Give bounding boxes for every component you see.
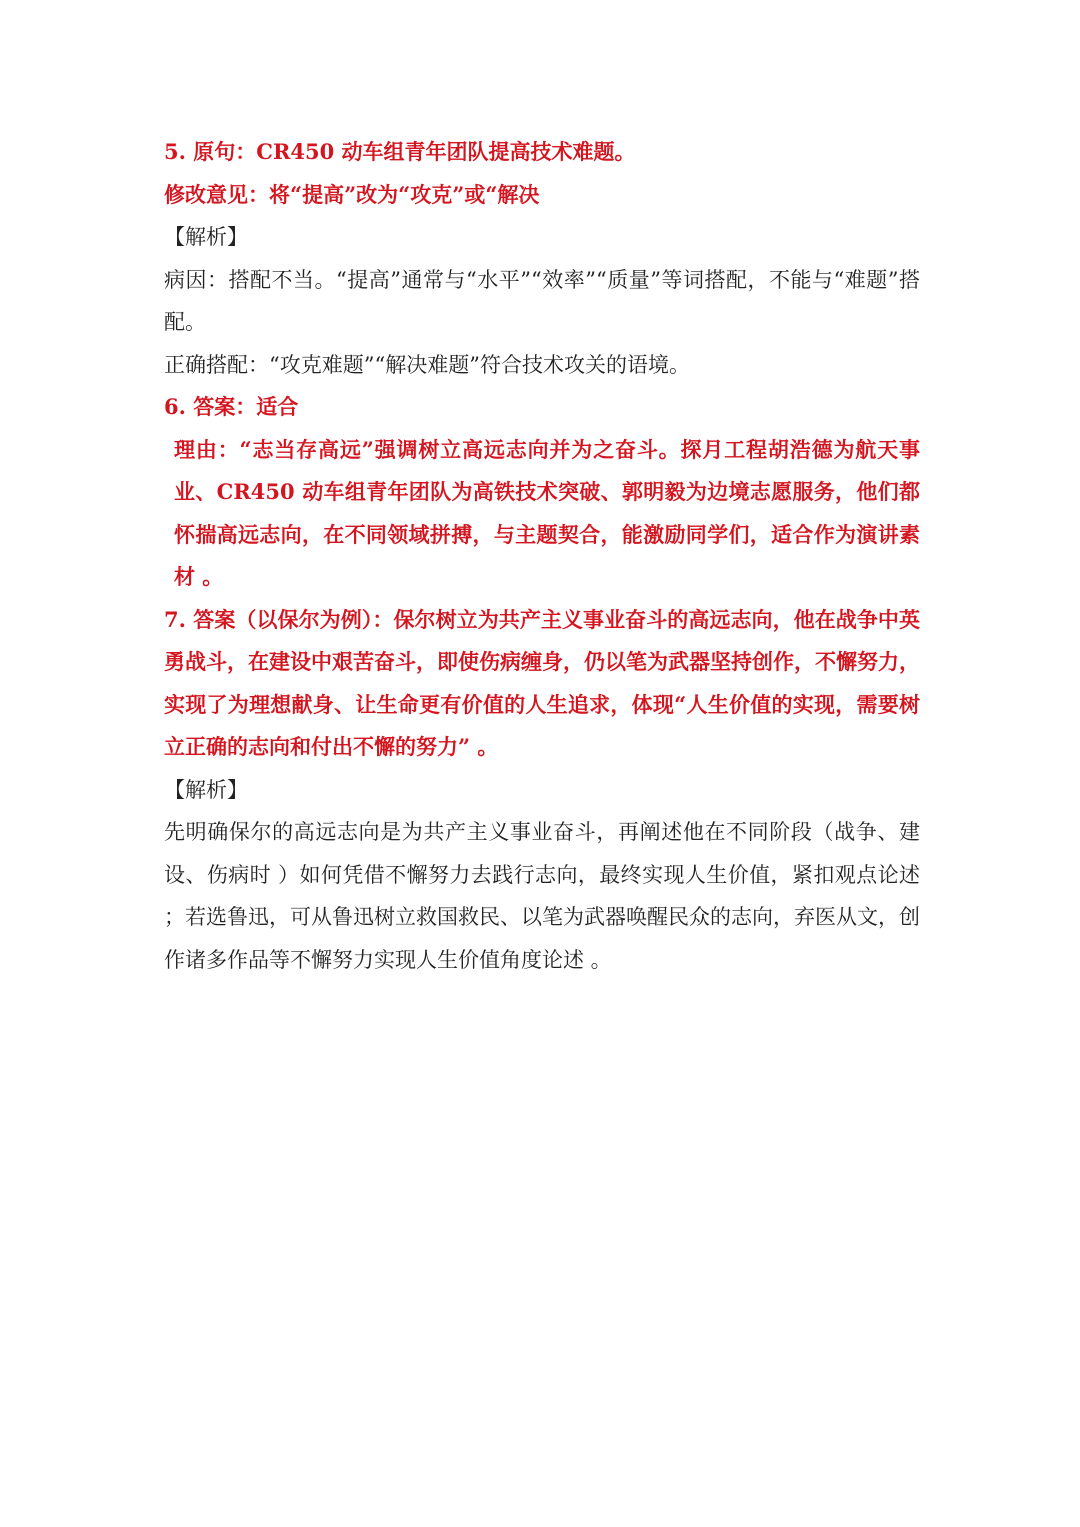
analysis-cause: 病因：搭配不当。“提高”通常与“水平”“效率”“质量”等词搭配，不能与“难题”搭配。 <box>164 267 920 334</box>
analysis-correct-collocation: 正确搭配：“攻克难题”“解决难题”符合技术攻关的语境。 <box>164 352 690 377</box>
question-5-original: 5. 原句：CR450 动车组青年团队提高技术难题。 <box>164 139 636 164</box>
question-6-reason: 理由：“志当存高远”强调树立高远志向并为之奋斗。探月工程胡浩德为航天事业、CR450 动车组青年团队为高铁技术突破、郭明毅为边境志愿服务，他们都怀揣高远志向，在不同领域拼搏，与主题契合，能激励同学们，适合作为演讲素材 。 <box>174 436 920 589</box>
document-page <box>164 131 920 981</box>
question-5-revision: 修改意见：将“提高”改为“攻克”或“解决 <box>164 181 540 207</box>
analysis-heading-1: 【解析】 <box>164 225 248 249</box>
question-7-answer: 7. 答案（以保尔为例）：保尔树立为共产主义事业奋斗的高远志向，他在战争中英勇战斗，在建设中艰苦奋斗，即使伤病缠身，仍以笔为武器坚持创作，不懈努力，实现了为理想献身、让生命更有价值的人生追求，体现“人生价值的实现，需要树立正确的志向和付出不懈的努力” 。 <box>164 606 920 759</box>
question-6-answer: 6. 答案：适合 <box>164 394 299 419</box>
analysis-heading-2: 【解析】 <box>164 777 248 802</box>
analysis-body-2: 先明确保尔的高远志向是为共产主义事业奋斗，再阐述他在不同阶段（战争、建设、伤病时 ）如何凭借不懈努力去践行志向，最终实现人生价值，紧扣观点论述 ；若选鲁迅，可从鲁迅树立救国救民、以笔为武器唤醒民众的志向，弃医从文，创作诸多作品等不懈努力实现人生价值角度论述 。 <box>164 820 920 972</box>
